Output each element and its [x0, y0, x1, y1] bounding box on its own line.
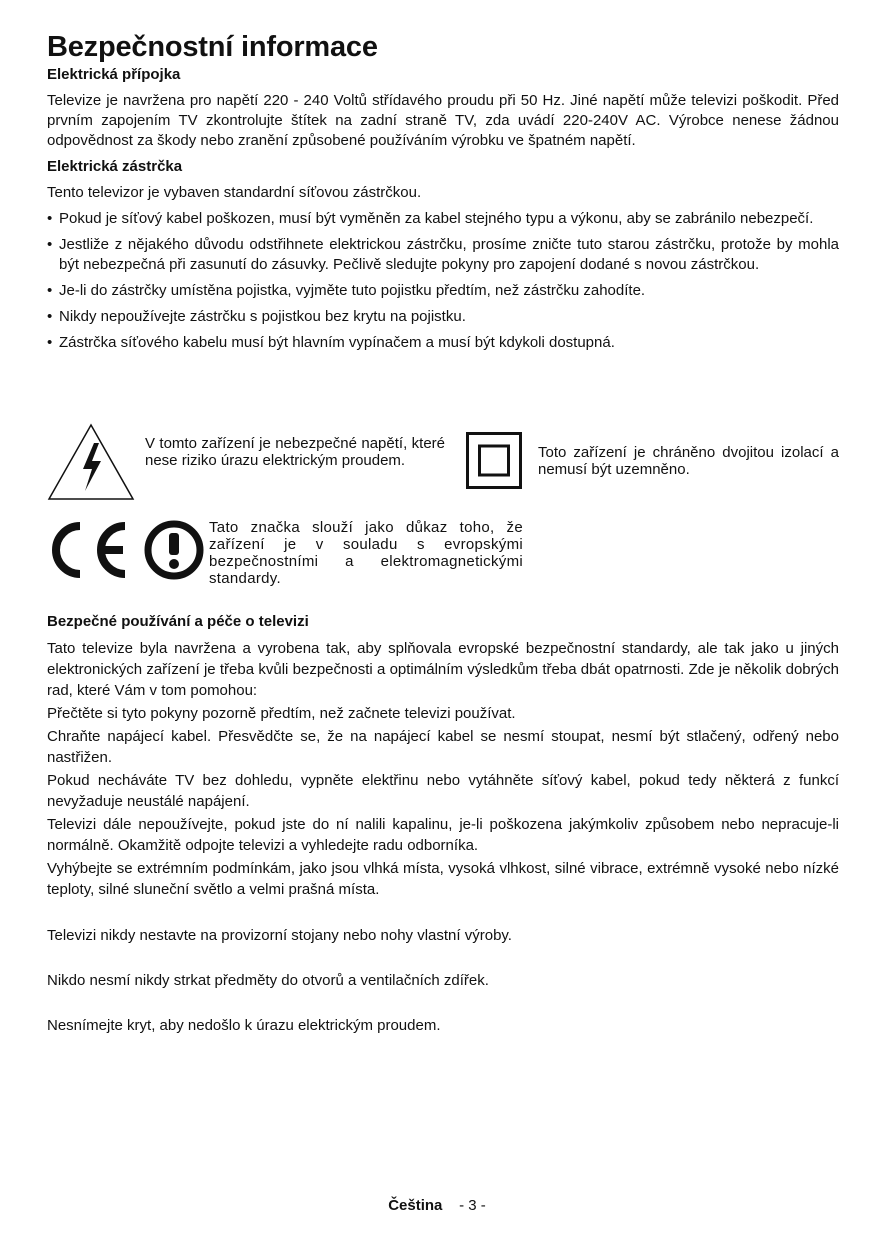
section-heading-electrical-connection: Elektrická přípojka: [47, 66, 181, 83]
page-title: Bezpečnostní informace: [47, 31, 378, 63]
safe-use-paragraph: Přečtěte si tyto pokyny pozorně předtím, než začnete televizi používat.: [47, 705, 516, 722]
list-item: • Jestliže z nějakého důvodu odstřihnete elektrickou zástrčku, prosíme zničte tuto starou zástrčku, protože by mohla být nebezpečná při zasunutí do zásuvky. Pečlivě sledujte pokyny pro zapojení dodané s novou zástrčkou.: [47, 235, 839, 275]
double-insulation-text: Toto zařízení je chráněno dvojitou izolací a nemusí být uzemněno.: [538, 444, 839, 478]
safe-use-paragraph: Chraňte napájecí kabel. Přesvědčte se, že na napájecí kabel se nesmí stoupat, nesmí být stlačený, odřený nebo nastřižen.: [47, 728, 839, 766]
plug-bullet-list: [47, 209, 839, 353]
section-heading-electrical-plug: Elektrická zástrčka: [47, 158, 183, 175]
ce-mark-text: Tato značka slouží jako důkaz toho, že zařízení je v souladu s evropskými bezpečnostními a elektromagnetickými standardy.: [209, 519, 523, 587]
list-item: • Je-li do zástrčky umístěna pojistka, vyjměte tuto pojistku předtím, než zástrčku zahodíte.: [47, 281, 839, 301]
double-insulation-icon: [466, 432, 522, 489]
ce-mark-icon: [47, 520, 131, 580]
list-item: • Pokud je síťový kabel poškozen, musí být vyměněn za kabel stejného typu a výkonu, aby se zabránilo nebezpečí.: [47, 209, 839, 229]
footer-spacer: [447, 1197, 455, 1214]
safe-use-note: Televizi nikdy nestavte na provizorní stojany nebo nohy vlastní výroby.: [47, 927, 512, 944]
footer-language: Čeština: [388, 1197, 443, 1214]
electrical-plug-intro: Tento televizor je vybaven standardní síťovou zástrčkou.: [47, 184, 422, 201]
voltage-warning-text: V tomto zařízení je nebezpečné napětí, které nese riziko úrazu elektrickým proudem.: [145, 435, 445, 469]
safe-use-note: Nikdo nesmí nikdy strkat předměty do otvorů a ventilačních zdířek.: [47, 972, 489, 989]
section-heading-safe-use: Bezpečné používání a péče o televizi: [47, 613, 309, 630]
list-item: • Nikdy nepoužívejte zástrčku s pojistkou bez krytu na pojistku.: [47, 307, 839, 327]
list-item: • Zástrčka síťového kabelu musí být hlavním vypínačem a musí být kdykoli dostupná.: [47, 333, 839, 353]
safe-use-paragraph: Tato televize byla navržena a vyrobena tak, aby splňovala evropské bezpečnostní standardy, ale tak jako u jiných elektronických zařízení je třeba kvůli bezpečnosti a optimálním výsledkům třeba dbát opatrnosti. Zde je několik dobrých rad, které Vám v tom pomohou:: [47, 640, 839, 699]
safe-use-paragraph: Pokud necháváte TV bez dohledu, vypněte elektřinu nebo vytáhněte síťový kabel, pokud tedy některá z funkcí nevyžaduje neustálé napájení.: [47, 772, 839, 810]
safe-use-section: [47, 612, 839, 1036]
page-footer: [0, 1196, 874, 1216]
document-page: [47, 30, 839, 353]
alert-circle-icon: [143, 519, 205, 581]
safe-use-paragraph: Televizi dále nepoužívejte, pokud jste do ní nalili kapalinu, je-li poškozena jakýmkoliv způsobem nebo nepracuje-li normálně. Okamžitě odpojte televizi a vyhledejte radu odborníka.: [47, 816, 839, 854]
safe-use-paragraph: Vyhýbejte se extrémním podmínkám, jako jsou vlhká místa, vysoká vlhkost, silné vibrace, extrémně vysoké nebo nízké teploty, silné sluneční světlo a velmi prašná místa.: [47, 860, 839, 898]
high-voltage-warning-icon: [47, 423, 135, 501]
safe-use-note: Nesnímejte kryt, aby nedošlo k úrazu elektrickým proudem.: [47, 1017, 441, 1034]
electrical-connection-text: Televize je navržena pro napětí 220 - 240 Voltů střídavého proudu při 50 Hz. Jiné napětí může televizi poškodit. Před prvním zapojením TV zkontrolujte štítek na zadní straně TV, zda uvádí 220-240V AC. Výrobce nenese žádnou odpovědnost za škody nebo zranění způsobené používáním výrobku ve špatném napětí.: [47, 92, 839, 149]
page-number: - 3 -: [459, 1197, 486, 1214]
